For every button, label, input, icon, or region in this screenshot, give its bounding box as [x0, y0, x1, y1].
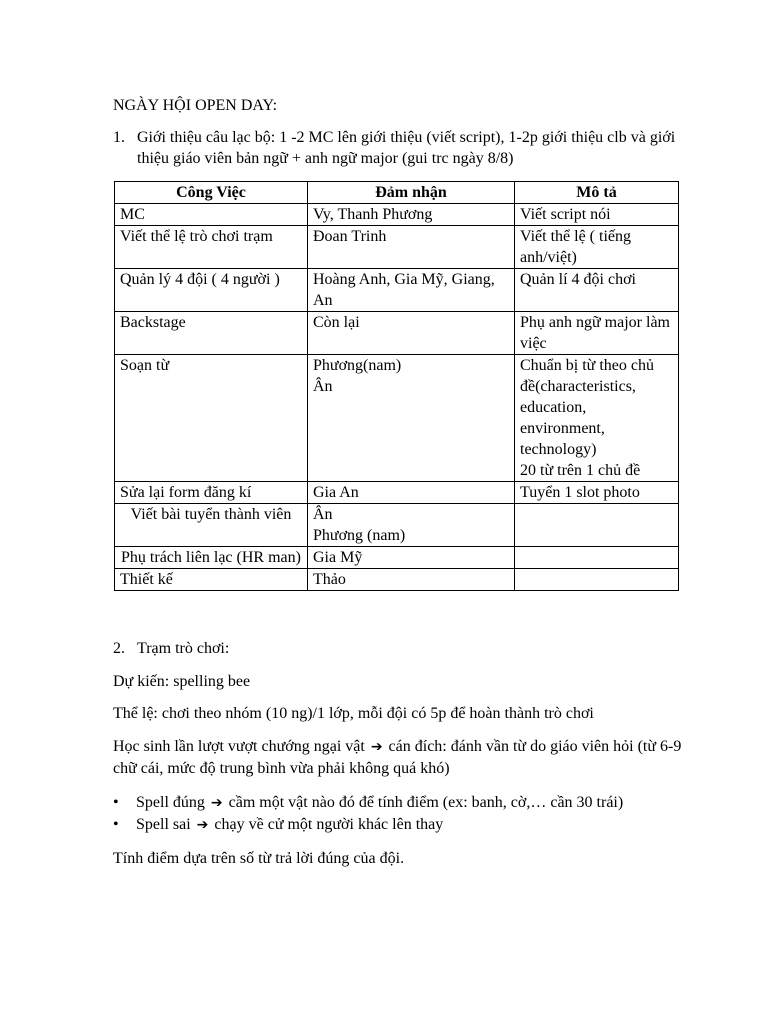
cell-task: Thiết kế: [115, 569, 308, 591]
assignee-line: Đoan Trinh: [313, 228, 387, 245]
cell-assignee: [308, 482, 515, 504]
table-row: [115, 269, 679, 312]
bullet-text-start: Spell sai: [136, 816, 191, 833]
right-arrow-icon: ➔: [210, 795, 223, 811]
table-row: [115, 504, 679, 547]
header-description: Mô tả: [515, 182, 679, 204]
document-heading: NGÀY HỘI OPEN DAY:: [113, 97, 278, 114]
assignee-line: Gia Mỹ: [313, 549, 363, 566]
right-arrow-icon: ➔: [196, 817, 209, 833]
list-item-text: Trạm trò chơi:: [137, 640, 230, 657]
list-number: 2.: [113, 640, 125, 657]
description-line: Phụ anh ngữ major làm việc: [520, 314, 670, 352]
cell-assignee: [308, 569, 515, 591]
right-arrow-icon: ➔: [370, 739, 383, 755]
description-line: [520, 504, 673, 525]
header-task: Công Việc: [115, 182, 308, 204]
description-line: 20 từ trên 1 chủ đề: [520, 462, 641, 479]
cell-assignee: [308, 226, 515, 269]
table-row: [115, 547, 679, 569]
list-number: 1.: [113, 129, 125, 146]
cell-assignee: [308, 269, 515, 312]
expected-paragraph: Dự kiến: spelling bee: [113, 673, 251, 690]
list-item-2: [113, 638, 229, 659]
bullet-text-end: cầm một vật nào đó để tính điểm (ex: banh, cờ,… cần 30 trái): [228, 794, 624, 811]
description-line: Chuẩn bị từ theo chủ đề(characteristics, education, environment, technology): [520, 357, 654, 458]
description-line: Tuyển 1 slot photo: [520, 484, 640, 501]
bullet-dot-icon: •: [113, 816, 119, 833]
header-assignee: Đảm nhận: [308, 182, 515, 204]
cell-description: [515, 569, 679, 591]
list-item-text: Giới thiệu câu lạc bộ: 1 -2 MC lên giới thiệu (viết script), 1-2p giới thiệu clb và giới thiệu giáo viên bản ngữ + anh ngữ major (gui trc ngày 8/8): [137, 129, 676, 167]
bullet-text-end: chạy về cử một người khác lên thay: [214, 816, 444, 833]
cell-description: [515, 547, 679, 569]
assignee-line: Thảo: [313, 571, 346, 588]
cell-task: Phụ trách liên lạc (HR man): [115, 547, 308, 569]
cell-task: Sửa lại form đăng kí: [115, 482, 308, 504]
description-line: [520, 569, 673, 590]
cell-task: MC: [115, 204, 308, 226]
cell-description: [515, 482, 679, 504]
description-line: Viết thể lệ ( tiếng anh/việt): [520, 228, 631, 266]
table-row: [115, 204, 679, 226]
assignee-line: Phương (nam): [313, 527, 406, 544]
list-item-1: [113, 127, 693, 169]
cell-description: [515, 504, 679, 547]
cell-assignee: [308, 204, 515, 226]
process-paragraph: [113, 736, 693, 780]
cell-task: Viết thể lệ trò chơi trạm: [115, 226, 308, 269]
list-item: [113, 792, 713, 814]
cell-task: Backstage: [115, 312, 308, 355]
cell-description: [515, 204, 679, 226]
scoring-paragraph: Tính điểm dựa trên số từ trả lời đúng của đội.: [113, 850, 405, 867]
cell-description: [515, 226, 679, 269]
assignee-line: Hoàng Anh, Gia Mỹ, Giang, An: [313, 271, 495, 309]
table-row: [115, 312, 679, 355]
bullet-text-start: Spell đúng: [136, 794, 205, 811]
assignee-line: Còn lại: [313, 314, 360, 331]
cell-assignee: [308, 355, 515, 482]
assignee-line: Gia An: [313, 484, 359, 501]
list-item: [113, 814, 713, 836]
cell-task: Soạn từ: [115, 355, 308, 482]
process-text-end: cán đích: đánh vần từ do giáo viên hỏi (từ 6-9 chữ cái, mức độ trung bình vừa phải không quá khó): [113, 738, 682, 777]
cell-assignee: [308, 504, 515, 547]
bullet-list: [113, 792, 713, 836]
assignee-line: Ân: [313, 378, 333, 395]
cell-assignee: [308, 312, 515, 355]
cell-description: [515, 355, 679, 482]
task-table: [114, 181, 679, 591]
assignee-line: Phương(nam): [313, 357, 402, 374]
cell-task: Quản lý 4 đội ( 4 người ): [115, 269, 308, 312]
bullet-dot-icon: •: [113, 794, 119, 811]
table-header-row: [115, 182, 679, 204]
description-line: Viết script nói: [520, 206, 611, 223]
description-line: [520, 547, 673, 568]
assignee-line: Ân: [313, 506, 333, 523]
table-row: [115, 482, 679, 504]
cell-task: Viết bài tuyển thành viên: [115, 504, 308, 547]
table-row: [115, 355, 679, 482]
process-text-start: Học sinh lần lượt vượt chướng ngại vật: [113, 738, 365, 755]
cell-description: [515, 269, 679, 312]
assignee-line: Vy, Thanh Phương: [313, 206, 433, 223]
rules-paragraph: Thể lệ: chơi theo nhóm (10 ng)/1 lớp, mỗi đội có 5p để hoàn thành trò chơi: [113, 705, 594, 722]
table-row: [115, 226, 679, 269]
cell-description: [515, 312, 679, 355]
cell-assignee: [308, 547, 515, 569]
description-line: Quản lí 4 đội chơi: [520, 271, 636, 288]
table-row: [115, 569, 679, 591]
